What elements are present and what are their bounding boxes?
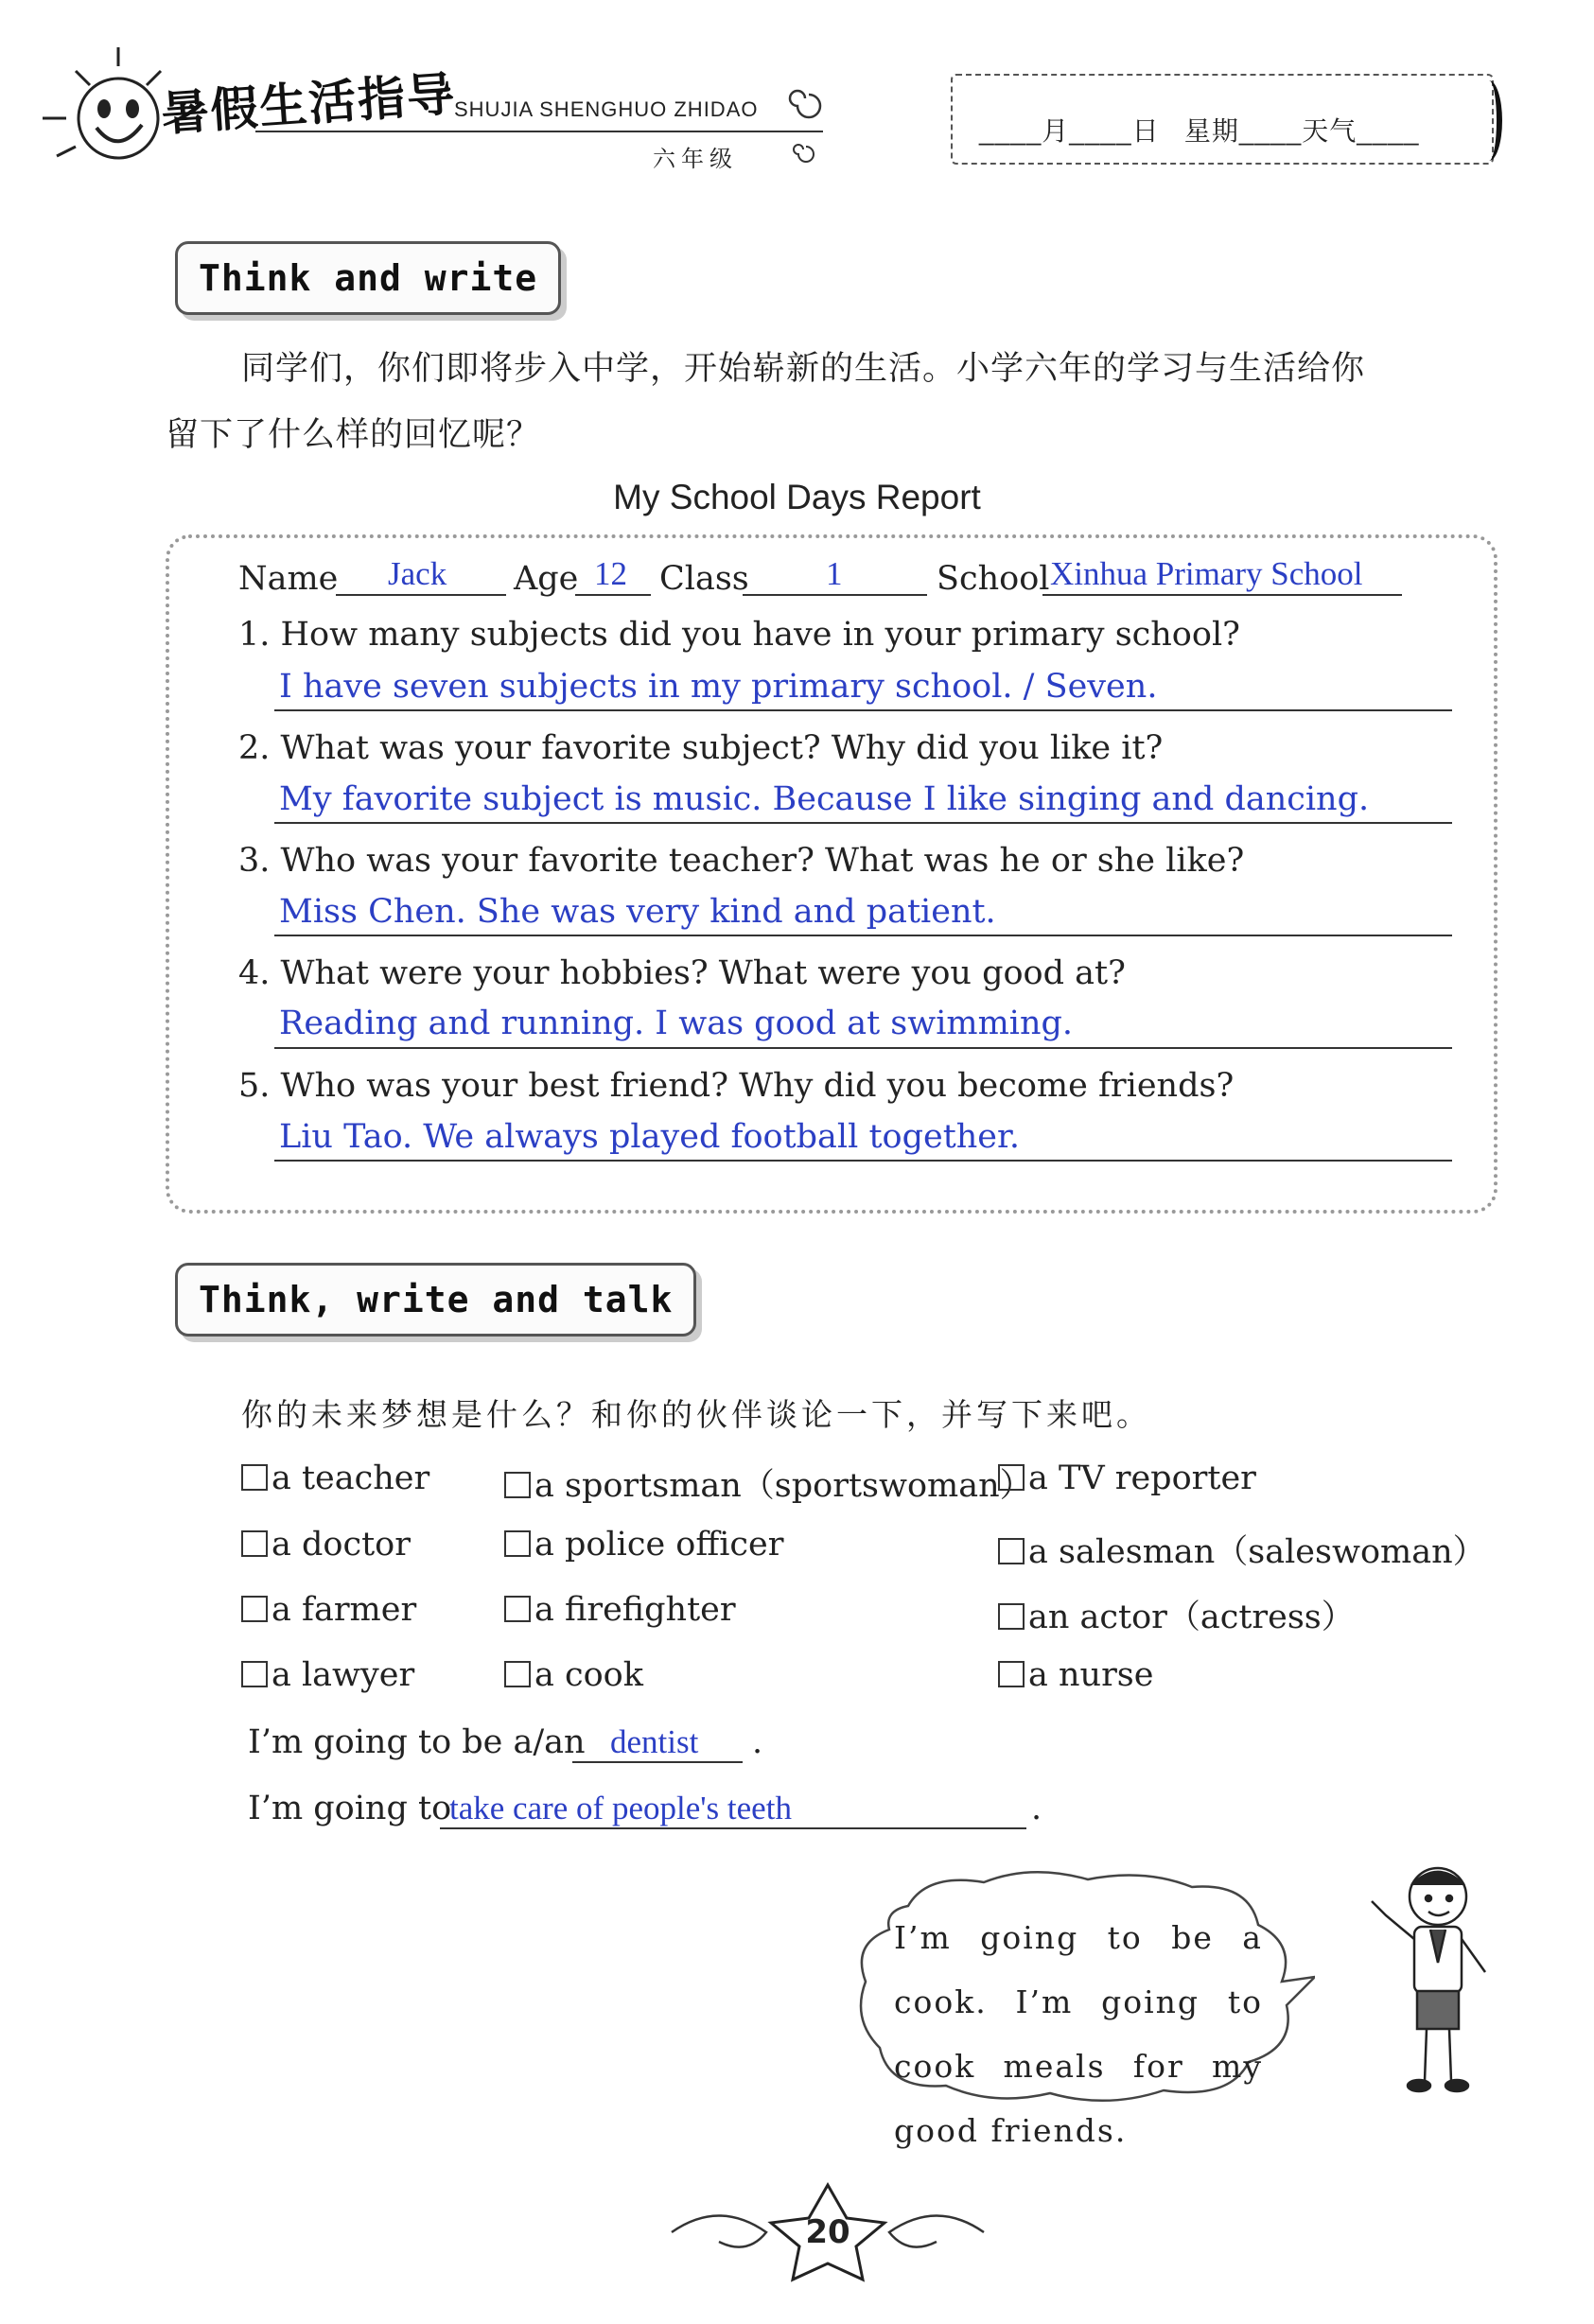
option-checkbox[interactable]: a cook <box>504 1656 643 1694</box>
answer-3[interactable]: Miss Chen. She was very kind and patient. <box>279 893 996 931</box>
option-checkbox[interactable]: a police officer <box>504 1526 783 1564</box>
answer-line-3 <box>274 935 1452 936</box>
option-checkbox[interactable]: a doctor <box>241 1526 411 1564</box>
answer-line-2 <box>274 822 1452 824</box>
answer-4[interactable]: Reading and running. I was good at swimming. <box>279 1005 1074 1042</box>
checkbox-icon <box>998 1538 1025 1564</box>
option-checkbox[interactable]: a TV reporter <box>998 1459 1256 1497</box>
sentence-1-answer[interactable]: dentist <box>610 1723 699 1760</box>
option-checkbox[interactable]: a farmer <box>241 1591 416 1629</box>
report-title: My School Days Report <box>613 478 981 516</box>
answer-line-4 <box>274 1047 1452 1049</box>
school-field-line <box>1042 594 1402 596</box>
sentence-1-period: . <box>752 1723 763 1761</box>
checkbox-icon <box>504 1661 531 1687</box>
checkbox-icon <box>241 1464 268 1491</box>
answer-2[interactable]: My favorite subject is music. Because I like singing and dancing. <box>279 780 1370 818</box>
dream-prompt: 你的未来梦想是什么？和你的伙伴谈论一下，并写下来吧。 <box>241 1396 1151 1433</box>
option-checkbox[interactable]: a teacher <box>241 1459 429 1497</box>
boy-student-illustration-icon <box>1362 1849 1514 2105</box>
checkbox-icon <box>998 1661 1025 1687</box>
sentence-1-prefix: I’m going to be a/an <box>248 1723 586 1761</box>
option-checkbox[interactable]: a firefighter <box>504 1591 736 1629</box>
option-checkbox[interactable]: a lawyer <box>241 1656 414 1694</box>
checkbox-icon <box>241 1530 268 1557</box>
answer-5[interactable]: Liu Tao. We always played football together. <box>279 1118 1021 1156</box>
sentence-2-prefix: I’m going to <box>248 1790 452 1827</box>
question-4: 4. What were your hobbies? What were you good at? <box>238 954 1126 992</box>
checkbox-icon <box>998 1603 1025 1630</box>
class-field[interactable]: 1 <box>826 555 843 592</box>
option-checkbox[interactable]: a sportsman（sportswoman） <box>504 1459 1033 1507</box>
sentence-2-line <box>440 1827 1026 1829</box>
option-checkbox[interactable]: a salesman（saleswoman） <box>998 1526 1486 1573</box>
class-label: Class <box>659 560 749 598</box>
grade-label: 六年级 <box>653 147 738 172</box>
checkbox-icon <box>241 1661 268 1687</box>
option-checkbox[interactable]: a nurse <box>998 1656 1153 1694</box>
sentence-2-period: . <box>1031 1790 1042 1827</box>
question-3: 3. Who was your favorite teacher? What was he or she like? <box>238 842 1245 880</box>
name-label: Name <box>238 560 339 598</box>
book-title: 暑假生活指导 <box>159 66 458 142</box>
school-label: School <box>937 560 1050 598</box>
option-checkbox[interactable]: an actor（actress） <box>998 1591 1355 1638</box>
question-1: 1. How many subjects did you have in your primary school? <box>238 616 1240 654</box>
age-label: Age <box>514 560 579 598</box>
book-title-pinyin: SHUJIA SHENGHUO ZHIDAO <box>454 97 759 121</box>
checkbox-icon <box>998 1464 1025 1491</box>
answer-line-1 <box>274 709 1452 711</box>
page-number: 20 <box>805 2213 850 2251</box>
section-heading-think-write-talk: Think, write and talk <box>175 1263 696 1337</box>
checkbox-icon <box>504 1530 531 1557</box>
header-rule <box>255 131 823 132</box>
age-field[interactable]: 12 <box>594 555 627 592</box>
name-field[interactable]: Jack <box>388 555 447 592</box>
question-5: 5. Who was your best friend? Why did you become friends? <box>238 1067 1235 1105</box>
checkbox-icon <box>241 1596 268 1622</box>
checkbox-icon <box>504 1472 531 1498</box>
age-field-line <box>575 594 651 596</box>
swirl-ornament-icon <box>785 80 832 166</box>
sentence-2-answer[interactable]: take care of people's teeth <box>449 1790 792 1826</box>
answer-1[interactable]: I have seven subjects in my primary school. / Seven. <box>279 668 1158 706</box>
class-field-line <box>743 594 927 596</box>
intro-text-line-1: 同学们，你们即将步入中学，开始崭新的生活。小学六年的学习与生活给你 <box>241 350 1366 388</box>
question-2: 2. What was your favorite subject? Why did you like it? <box>238 729 1164 767</box>
speech-bubble-text: I’m going to be a cook. I’m going to cook meals for my good friends. <box>894 1919 1263 2149</box>
intro-text-line-2: 留下了什么样的回忆呢？ <box>166 416 541 454</box>
section-heading-think-and-write: Think and write <box>175 241 561 315</box>
answer-line-5 <box>274 1160 1452 1162</box>
date-weather-fields: ____月____日 星期____天气____ <box>979 116 1420 146</box>
name-field-line <box>336 594 506 596</box>
school-field[interactable]: Xinhua Primary School <box>1050 555 1363 592</box>
checkbox-icon <box>504 1596 531 1622</box>
sentence-1-line <box>572 1761 743 1763</box>
bracket-ornament <box>1476 80 1502 161</box>
